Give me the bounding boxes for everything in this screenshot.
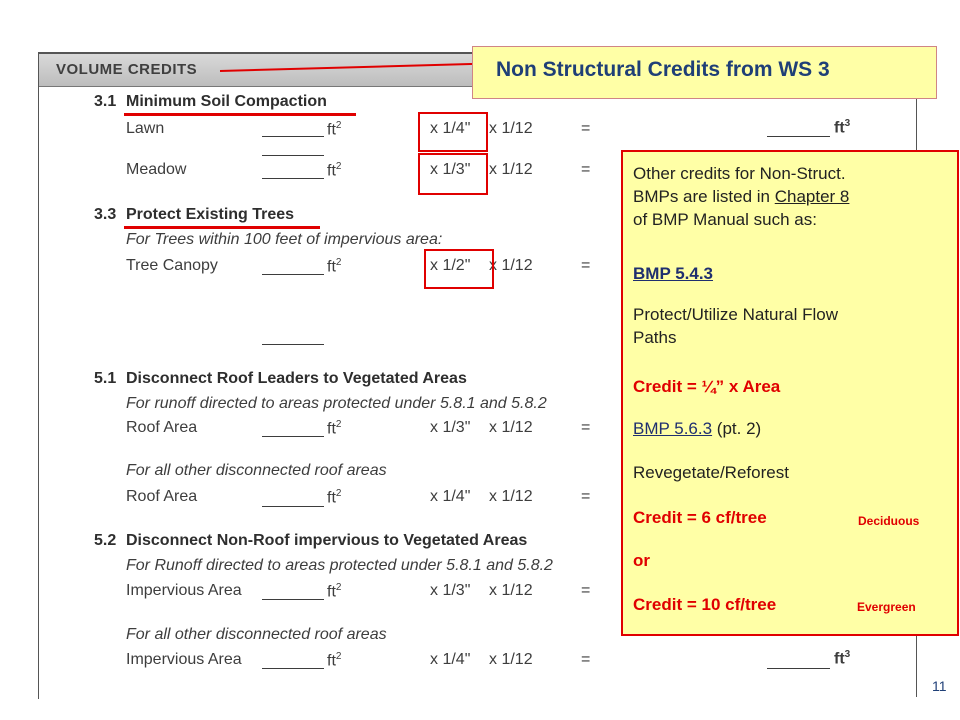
bmp-line: BMP 5.6.3 (pt. 2) xyxy=(633,419,762,438)
section-note: For all other disconnected roof areas xyxy=(126,462,387,479)
bmp-link[interactable]: BMP 5.6.3 xyxy=(633,419,713,438)
factor-value: x 1/3" xyxy=(430,419,471,436)
entry-blank[interactable] xyxy=(262,344,324,345)
row-label: Roof Area xyxy=(126,488,198,505)
section-note: For Runoff directed to areas protected under 5.8.1 and 5.8.2 xyxy=(126,557,553,574)
info-intro-line1: Other credits for Non-Struct. xyxy=(633,164,846,183)
equals-sign: = xyxy=(581,488,591,505)
divisor-value: x 1/12 xyxy=(489,651,533,668)
entry-blank[interactable] xyxy=(262,506,324,507)
row-label: Roof Area xyxy=(126,419,198,436)
result-blank[interactable] xyxy=(767,668,830,669)
or-text: or xyxy=(633,551,650,570)
equals-sign: = xyxy=(581,257,591,274)
page-number: 11 xyxy=(932,678,947,694)
unit-label: $ft^2$ xyxy=(327,161,342,180)
section-title: Disconnect Non-Roof impervious to Vegetated Areas xyxy=(126,532,528,549)
factor-value: x 1/3" xyxy=(430,582,471,599)
result-blank[interactable] xyxy=(767,136,830,137)
divisor-value: x 1/12 xyxy=(489,488,533,505)
unit-label: $ft^2$ xyxy=(327,419,342,438)
equals-sign: = xyxy=(581,651,591,668)
section-number: 5.1 xyxy=(94,370,117,387)
section-note: For all other disconnected roof areas xyxy=(126,626,387,643)
section-title: Protect Existing Trees xyxy=(126,206,295,223)
result-unit: $ft^3$ xyxy=(834,118,851,137)
entry-blank[interactable] xyxy=(262,155,324,156)
bmp-description: Paths xyxy=(633,328,677,347)
equals-sign: = xyxy=(581,161,591,178)
factor-value: x 1/3" xyxy=(430,161,471,178)
factor-highlight-box xyxy=(418,153,488,195)
credit-note: Deciduous xyxy=(858,514,920,528)
equals-sign: = xyxy=(581,582,591,599)
divisor-value: x 1/12 xyxy=(489,419,533,436)
bmp-link[interactable]: BMP 5.4.3 xyxy=(633,264,714,283)
bmp-description: Revegetate/Reforest xyxy=(633,463,789,482)
entry-blank[interactable] xyxy=(262,599,324,600)
equals-sign: = xyxy=(581,419,591,436)
credit-text: Credit = ¼” x Area xyxy=(633,377,781,396)
row-label: Impervious Area xyxy=(126,582,242,599)
unit-label: $ft^2$ xyxy=(327,488,342,507)
section-underline xyxy=(124,113,356,116)
bmp-description: Protect/Utilize Natural Flow xyxy=(633,305,839,324)
callout-title: Non Structural Credits from WS 3 xyxy=(496,58,830,81)
row-label: Impervious Area xyxy=(126,651,242,668)
section-title: Disconnect Roof Leaders to Vegetated Areas xyxy=(126,370,467,387)
entry-blank[interactable] xyxy=(262,136,324,137)
section-title: Minimum Soil Compaction xyxy=(126,93,327,110)
entry-blank[interactable] xyxy=(262,668,324,669)
row-label: Lawn xyxy=(126,120,165,137)
section-number: 3.3 xyxy=(94,206,117,223)
divisor-value: x 1/12 xyxy=(489,257,533,274)
unit-label: $ft^2$ xyxy=(327,120,342,139)
section-note: For runoff directed to areas protected under 5.8.1 and 5.8.2 xyxy=(126,395,547,412)
section-number: 3.1 xyxy=(94,93,117,110)
factor-highlight-box xyxy=(418,112,488,152)
section-note: For Trees within 100 feet of impervious area: xyxy=(126,231,443,248)
unit-label: $ft^2$ xyxy=(327,257,342,276)
credit-text: Credit = 10 cf/tree xyxy=(633,595,777,614)
chapter-link[interactable]: Chapter 8 xyxy=(774,187,850,206)
factor-value: x 1/2" xyxy=(430,257,471,274)
entry-blank[interactable] xyxy=(262,274,324,275)
divisor-value: x 1/12 xyxy=(489,161,533,178)
unit-label: $ft^2$ xyxy=(327,582,342,601)
credit-text: Credit = 6 cf/tree xyxy=(633,508,767,527)
credit-note: Evergreen xyxy=(857,600,916,614)
entry-blank[interactable] xyxy=(262,178,324,179)
divisor-value: x 1/12 xyxy=(489,582,533,599)
equals-sign: = xyxy=(581,120,591,137)
entry-blank[interactable] xyxy=(262,436,324,437)
divisor-value: x 1/12 xyxy=(489,120,533,137)
factor-value: x 1/4" xyxy=(430,120,471,137)
info-intro-line2: BMPs are listed in Chapter 8 xyxy=(633,187,850,206)
row-label: Tree Canopy xyxy=(126,257,218,274)
info-intro-line3: of BMP Manual such as: xyxy=(633,210,817,229)
unit-label: $ft^2$ xyxy=(327,651,342,670)
row-label: Meadow xyxy=(126,161,187,178)
form-header-label: VOLUME CREDITS xyxy=(56,61,198,78)
result-unit: $ft^3$ xyxy=(834,649,851,668)
factor-value: x 1/4" xyxy=(430,651,471,668)
section-underline xyxy=(124,226,320,229)
factor-highlight-box xyxy=(424,249,494,289)
section-number: 5.2 xyxy=(94,532,117,549)
factor-value: x 1/4" xyxy=(430,488,471,505)
